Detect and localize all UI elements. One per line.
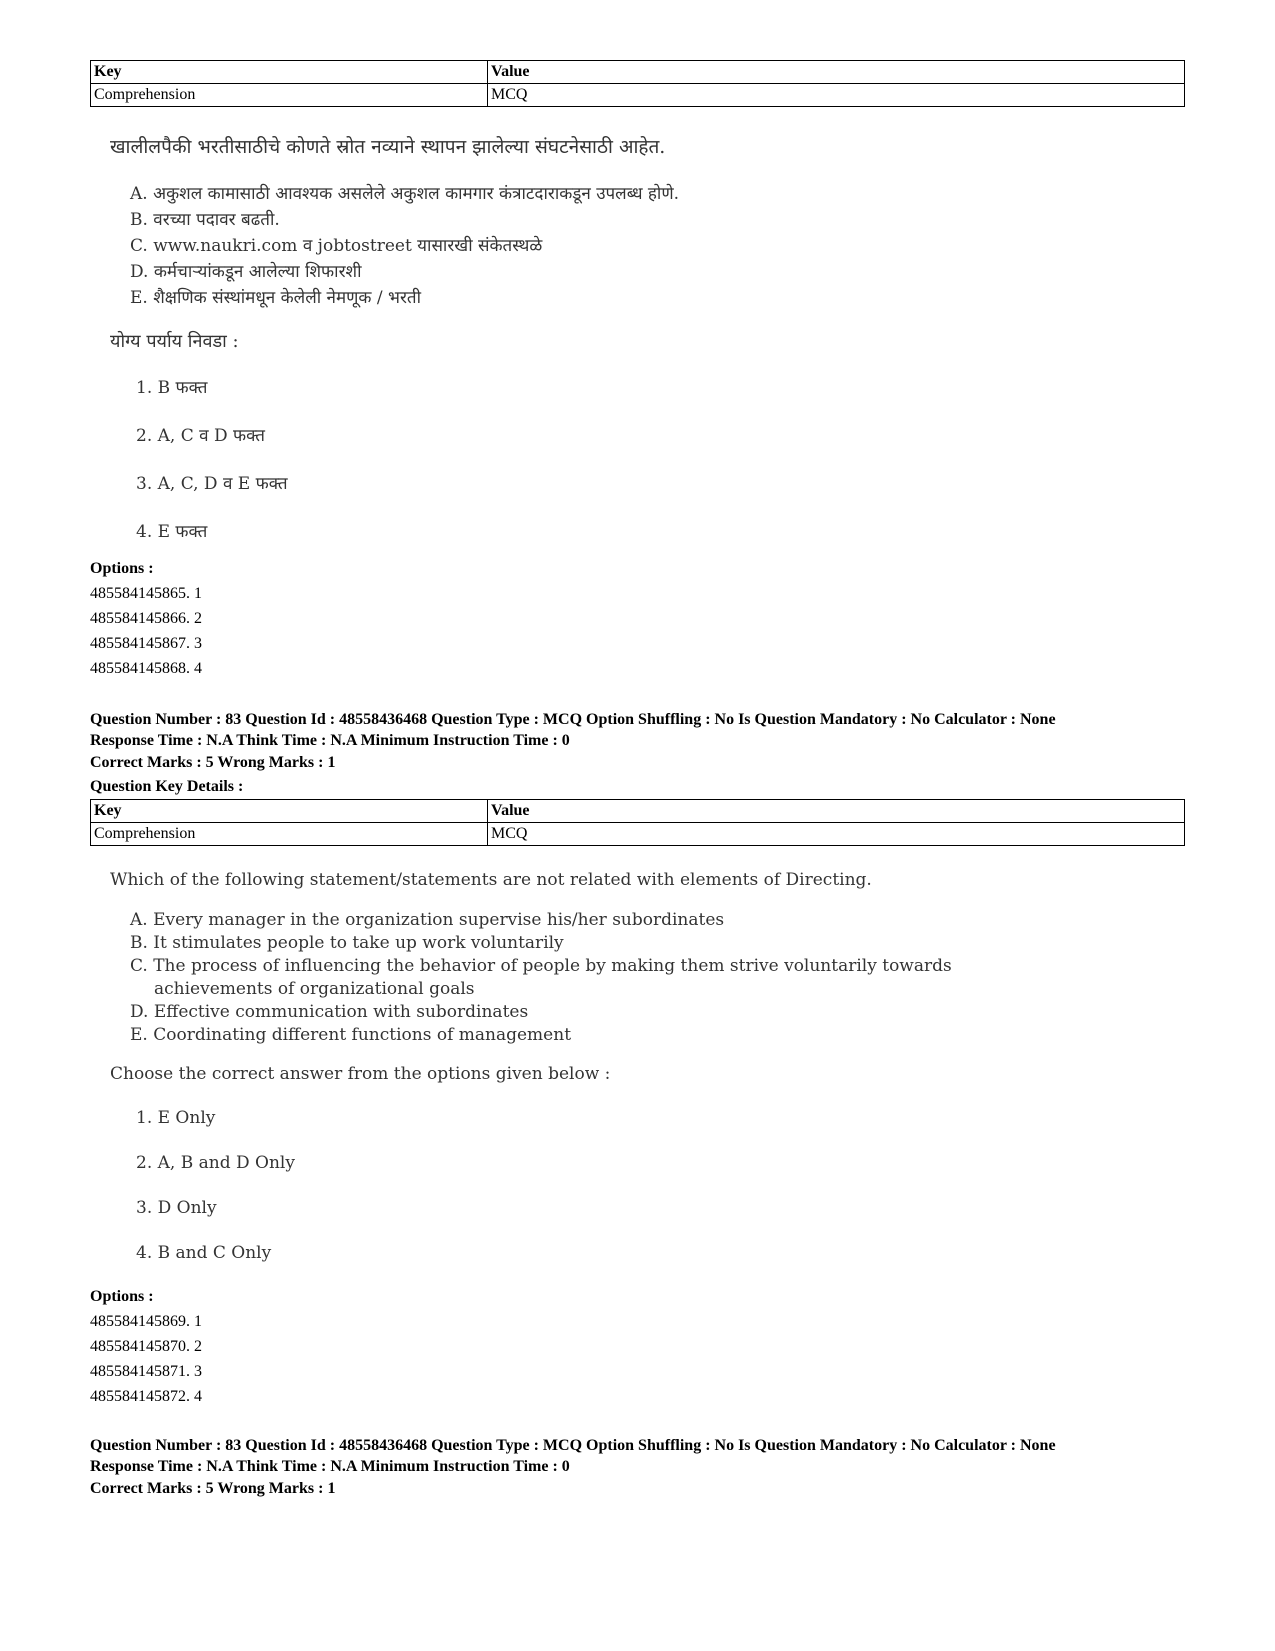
statement: B. It stimulates people to take up work voluntarily [130, 933, 564, 953]
question-info-line: Question Number : 83 Question Id : 48558436468 Question Type : MCQ Option Shuffling : No Is Question Mandatory : No Calculator : None [90, 1437, 1056, 1454]
statement: E. शैक्षणिक संस्थांमधून केलेली नेमणूक / भरती [130, 288, 422, 308]
option-item: 485584145865. 1 [90, 585, 202, 602]
table-header-row [91, 61, 1185, 84]
statement: D. Effective communication with subordinates [130, 1002, 529, 1022]
question-marks: Correct Marks : 5 Wrong Marks : 1 [90, 1480, 336, 1497]
table-cell-key: Comprehension [91, 84, 488, 107]
choice-item: 4. B and C Only [136, 1243, 272, 1263]
option-item: 485584145871. 3 [90, 1363, 202, 1380]
question-timing-line: Response Time : N.A Think Time : N.A Minimum Instruction Time : 0 [90, 732, 570, 749]
statement: C. The process of influencing the behavior of people by making them strive voluntarily towards [130, 956, 952, 976]
table-header-value: Value [488, 61, 1185, 84]
statement: B. वरच्या पदावर बढती. [130, 210, 280, 230]
table-cell-key: Comprehension [91, 823, 488, 846]
question-key-table [90, 799, 1185, 846]
question-stem: खालीलपैकी भरतीसाठीचे कोणते स्रोत नव्याने स्थापन झालेल्या संघटनेसाठी आहेत. [110, 136, 666, 158]
table-cell-value: MCQ [488, 823, 1185, 846]
question-meta [90, 709, 1185, 799]
question-key-table [90, 60, 1185, 107]
question-marks: Correct Marks : 5 Wrong Marks : 1 [90, 754, 336, 771]
answer-prompt: Choose the correct answer from the options given below : [110, 1064, 611, 1084]
choice-item: 3. D Only [136, 1198, 217, 1218]
answer-prompt: योग्य पर्याय निवडा : [110, 331, 239, 352]
question-info-line: Question Number : 83 Question Id : 48558436468 Question Type : MCQ Option Shuffling : No Is Question Mandatory : No Calculator : None [90, 711, 1056, 728]
options-section [90, 1285, 1185, 1409]
options-section [90, 557, 1185, 681]
statement: A. Every manager in the organization supervise his/her subordinates [130, 910, 725, 930]
option-item: 485584145869. 1 [90, 1313, 202, 1330]
statement: achievements of organizational goals [154, 979, 475, 999]
table-cell-value: MCQ [488, 84, 1185, 107]
option-item: 485584145868. 4 [90, 660, 202, 677]
statement: D. कर्मचाऱ्यांकडून आलेल्या शिफारशी [130, 262, 362, 282]
question-key-details-label: Question Key Details : [90, 778, 244, 795]
choice-item: 3. A, C, D व E फक्त [136, 474, 288, 494]
question-image-marathi [110, 133, 1185, 553]
table-row [91, 84, 1185, 107]
question-image-english [110, 870, 1185, 1275]
table-header-value: Value [488, 800, 1185, 823]
statement: A. अकुशल कामासाठी आवश्यक असलेले अकुशल कामगार कंत्राटदाराकडून उपलब्ध होणे. [130, 184, 680, 204]
choice-item: 1. E Only [136, 1108, 216, 1128]
options-title: Options : [90, 1288, 154, 1305]
choice-item: 2. A, B and D Only [136, 1153, 295, 1173]
question-meta [90, 1435, 1185, 1501]
statement: E. Coordinating different functions of management [130, 1025, 572, 1045]
choice-item: 4. E फक्त [136, 522, 208, 542]
option-item: 485584145867. 3 [90, 635, 202, 652]
table-row [91, 823, 1185, 846]
option-item: 485584145866. 2 [90, 610, 202, 627]
options-title: Options : [90, 560, 154, 577]
document-page [90, 60, 1185, 1501]
table-header-row [91, 800, 1185, 823]
choice-item: 2. A, C व D फक्त [136, 426, 265, 446]
option-item: 485584145872. 4 [90, 1388, 202, 1405]
table-header-key: Key [91, 800, 488, 823]
question-timing-line: Response Time : N.A Think Time : N.A Minimum Instruction Time : 0 [90, 1458, 570, 1475]
statement: C. www.naukri.com व jobtostreet यासारखी संकेतस्थळे [130, 236, 543, 256]
table-header-key: Key [91, 61, 488, 84]
choice-item: 1. B फक्त [136, 378, 208, 398]
question-stem: Which of the following statement/statements are not related with elements of Directing. [110, 870, 872, 890]
option-item: 485584145870. 2 [90, 1338, 202, 1355]
